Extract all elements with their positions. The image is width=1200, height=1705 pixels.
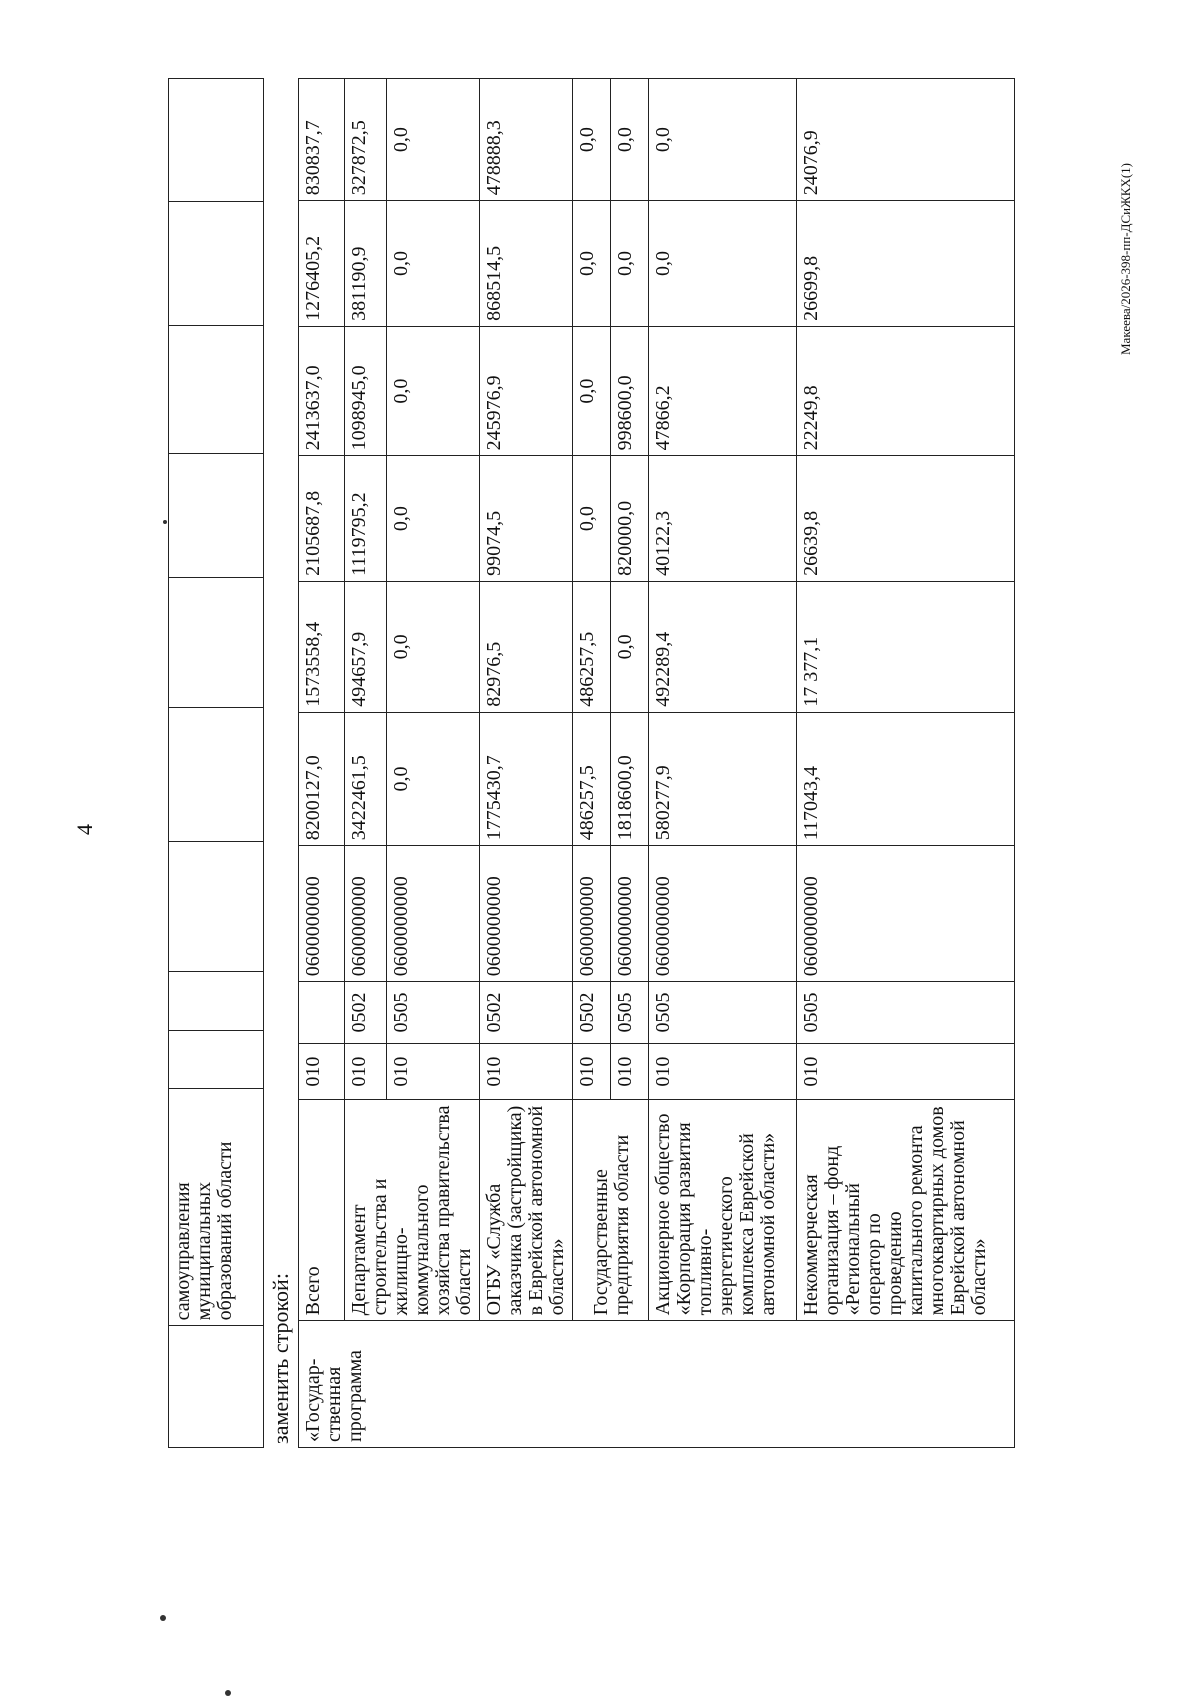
- table-row: 010 0505 0600000000 1818600,0 0,0 820000,0 998600,0 0,0 0,0: [611, 79, 649, 1448]
- program-table: [298, 78, 1015, 1448]
- row-name: ОГБУ «Служба заказчика (застройщика) в Еврейской автономной области»: [480, 1100, 573, 1321]
- row-name: Департамент строительства и жилищно-коммунального хозяйства правительства области: [345, 1100, 480, 1321]
- top-table-fragment: [168, 78, 264, 1448]
- program-label: «Государ-ственная программа: [299, 1321, 1015, 1448]
- row-name: Некоммерческая организация – фонд «Региональный оператор по проведению капитального ремонта многоквартирных домов Еврейской автономной области»: [797, 1100, 1015, 1321]
- table-row: ОГБУ «Служба заказчика (застройщика) в Еврейской автономной области» 010 0502 0600000000 1775430,7 82976,5 99074,5 245976,9 868514,5 478888,3: [480, 79, 573, 1448]
- table-row: «Государ-ственная программа Всего 010 0600000000 8200127,0 1573558,4 2105687,8 2413637,0 1276405,2 830837,7: [299, 79, 345, 1448]
- scan-dot: [160, 1615, 166, 1621]
- rotated-document: [168, 78, 1200, 1448]
- table-row: Департамент строительства и жилищно-коммунального хозяйства правительства области 010 0502 0600000000 3422461,5 494657,9 1119795,2 1098945,0 381190,9 327872,5: [345, 79, 387, 1448]
- row-name: Государственные предприятия области: [573, 1100, 649, 1321]
- page-number: 4: [72, 824, 97, 835]
- table-row: 010 0505 0600000000 0,0 0,0 0,0 0,0 0,0 0,0: [386, 79, 479, 1448]
- table-row: Государственные предприятия области 010 0502 0600000000 486257,5 486257,5 0,0 0,0 0,0 0,0: [573, 79, 611, 1448]
- scan-dot: [225, 1690, 231, 1696]
- scan-dot: [163, 520, 167, 524]
- document-code: Макеева/2026-398-пп-ДСиЖКХ(1): [1118, 163, 1133, 355]
- table-row: Акционерное общество «Корпорация развития топливно-энергетического комплекса Еврейской автономной области» 010 0505 0600000000 580277,9 492289,4 40122,3 47866,2 0,0 0,0: [649, 79, 797, 1448]
- row-name: Акционерное общество «Корпорация развития топливно-энергетического комплекса Еврейской автономной области»: [649, 1100, 797, 1321]
- replace-instruction: заменить строкой:: [268, 1273, 293, 1444]
- table-row: Некоммерческая организация – фонд «Региональный оператор по проведению капитального ремонта многоквартирных домов Еврейской автономной области» 010 0505 0600000000 117043,4 17 377,1 26639,8 22249,8 26699,8 24076,9: [797, 79, 1015, 1448]
- row-name: Всего: [299, 1100, 345, 1321]
- fragment-label: самоуправления муниципальных образований области: [169, 1089, 264, 1326]
